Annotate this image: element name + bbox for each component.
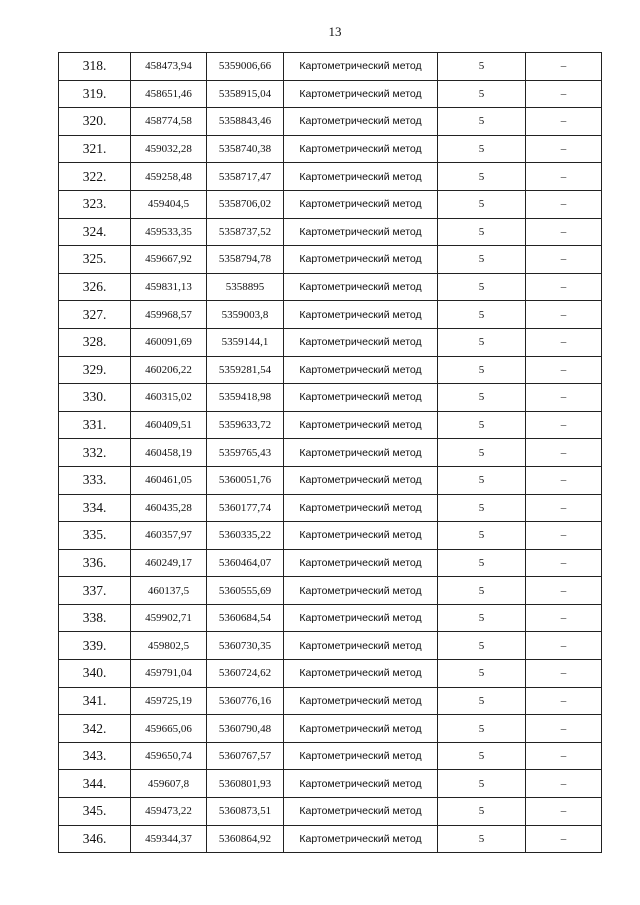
y-coordinate-cell: 5359765,43 — [207, 439, 284, 467]
table-row — [59, 301, 602, 329]
method-cell: Картометрический метод — [284, 301, 438, 329]
table-row — [59, 356, 602, 384]
y-coordinate-cell: 5359281,54 — [207, 356, 284, 384]
method-cell: Картометрический метод — [284, 218, 438, 246]
note-cell: – — [526, 715, 602, 743]
x-coordinate-cell: 459404,5 — [131, 190, 207, 218]
y-coordinate-cell: 5360177,74 — [207, 494, 284, 522]
note-cell: – — [526, 660, 602, 688]
point-number-cell: 346. — [59, 825, 131, 853]
accuracy-cell: 5 — [438, 742, 526, 770]
point-number-cell: 323. — [59, 190, 131, 218]
y-coordinate-cell: 5358717,47 — [207, 163, 284, 191]
y-coordinate-cell: 5360464,07 — [207, 549, 284, 577]
x-coordinate-cell: 459650,74 — [131, 742, 207, 770]
note-cell: – — [526, 218, 602, 246]
table-row — [59, 53, 602, 81]
x-coordinate-cell: 459533,35 — [131, 218, 207, 246]
point-number-cell: 326. — [59, 273, 131, 301]
table-row — [59, 466, 602, 494]
note-cell: – — [526, 163, 602, 191]
y-coordinate-cell: 5358740,38 — [207, 135, 284, 163]
method-cell: Картометрический метод — [284, 190, 438, 218]
y-coordinate-cell: 5359144,1 — [207, 328, 284, 356]
y-coordinate-cell: 5360776,16 — [207, 687, 284, 715]
method-cell: Картометрический метод — [284, 384, 438, 412]
x-coordinate-cell: 458651,46 — [131, 80, 207, 108]
point-number-cell: 325. — [59, 246, 131, 274]
x-coordinate-cell: 459791,04 — [131, 660, 207, 688]
point-number-cell: 318. — [59, 53, 131, 81]
note-cell: – — [526, 494, 602, 522]
table-row — [59, 218, 602, 246]
accuracy-cell: 5 — [438, 328, 526, 356]
method-cell: Картометрический метод — [284, 770, 438, 798]
note-cell: – — [526, 825, 602, 853]
method-cell: Картометрический метод — [284, 328, 438, 356]
method-cell: Картометрический метод — [284, 549, 438, 577]
note-cell: – — [526, 135, 602, 163]
note-cell: – — [526, 384, 602, 412]
y-coordinate-cell: 5359006,66 — [207, 53, 284, 81]
point-number-cell: 331. — [59, 411, 131, 439]
accuracy-cell: 5 — [438, 411, 526, 439]
table-row — [59, 577, 602, 605]
point-number-cell: 342. — [59, 715, 131, 743]
note-cell: – — [526, 273, 602, 301]
y-coordinate-cell: 5359418,98 — [207, 384, 284, 412]
table-row — [59, 825, 602, 853]
accuracy-cell: 5 — [438, 190, 526, 218]
accuracy-cell: 5 — [438, 108, 526, 136]
accuracy-cell: 5 — [438, 632, 526, 660]
x-coordinate-cell: 460435,28 — [131, 494, 207, 522]
note-cell: – — [526, 53, 602, 81]
y-coordinate-cell: 5359003,8 — [207, 301, 284, 329]
table-row — [59, 742, 602, 770]
method-cell: Картометрический метод — [284, 53, 438, 81]
method-cell: Картометрический метод — [284, 163, 438, 191]
x-coordinate-cell: 458473,94 — [131, 53, 207, 81]
x-coordinate-cell: 460249,17 — [131, 549, 207, 577]
x-coordinate-cell: 459607,8 — [131, 770, 207, 798]
accuracy-cell: 5 — [438, 246, 526, 274]
table-row — [59, 770, 602, 798]
y-coordinate-cell: 5358794,78 — [207, 246, 284, 274]
y-coordinate-cell: 5360801,93 — [207, 770, 284, 798]
table-row — [59, 328, 602, 356]
table-row — [59, 411, 602, 439]
point-number-cell: 320. — [59, 108, 131, 136]
page-number: 13 — [328, 24, 342, 39]
method-cell: Картометрический метод — [284, 411, 438, 439]
note-cell: – — [526, 80, 602, 108]
method-cell: Картометрический метод — [284, 660, 438, 688]
note-cell: – — [526, 632, 602, 660]
table-row — [59, 604, 602, 632]
accuracy-cell: 5 — [438, 273, 526, 301]
method-cell: Картометрический метод — [284, 687, 438, 715]
y-coordinate-cell: 5360555,69 — [207, 577, 284, 605]
note-cell: – — [526, 466, 602, 494]
method-cell: Картометрический метод — [284, 273, 438, 301]
table-row — [59, 549, 602, 577]
accuracy-cell: 5 — [438, 549, 526, 577]
accuracy-cell: 5 — [438, 825, 526, 853]
accuracy-cell: 5 — [438, 439, 526, 467]
note-cell: – — [526, 798, 602, 826]
y-coordinate-cell: 5358895 — [207, 273, 284, 301]
y-coordinate-cell: 5360767,57 — [207, 742, 284, 770]
method-cell: Картометрический метод — [284, 742, 438, 770]
point-number-cell: 327. — [59, 301, 131, 329]
point-number-cell: 334. — [59, 494, 131, 522]
coordinates-table-body — [59, 53, 602, 853]
y-coordinate-cell: 5358915,04 — [207, 80, 284, 108]
method-cell: Картометрический метод — [284, 356, 438, 384]
y-coordinate-cell: 5360724,62 — [207, 660, 284, 688]
accuracy-cell: 5 — [438, 687, 526, 715]
point-number-cell: 321. — [59, 135, 131, 163]
x-coordinate-cell: 459344,37 — [131, 825, 207, 853]
table-row — [59, 163, 602, 191]
note-cell: – — [526, 522, 602, 550]
point-number-cell: 335. — [59, 522, 131, 550]
accuracy-cell: 5 — [438, 604, 526, 632]
table-row — [59, 494, 602, 522]
table-row — [59, 108, 602, 136]
point-number-cell: 341. — [59, 687, 131, 715]
x-coordinate-cell: 459725,19 — [131, 687, 207, 715]
accuracy-cell: 5 — [438, 715, 526, 743]
note-cell: – — [526, 246, 602, 274]
note-cell: – — [526, 328, 602, 356]
note-cell: – — [526, 301, 602, 329]
note-cell: – — [526, 356, 602, 384]
x-coordinate-cell: 459665,06 — [131, 715, 207, 743]
accuracy-cell: 5 — [438, 522, 526, 550]
method-cell: Картометрический метод — [284, 80, 438, 108]
note-cell: – — [526, 577, 602, 605]
y-coordinate-cell: 5360335,22 — [207, 522, 284, 550]
table-row — [59, 632, 602, 660]
x-coordinate-cell: 459831,13 — [131, 273, 207, 301]
method-cell: Картометрический метод — [284, 439, 438, 467]
accuracy-cell: 5 — [438, 80, 526, 108]
note-cell: – — [526, 190, 602, 218]
y-coordinate-cell: 5360684,54 — [207, 604, 284, 632]
accuracy-cell: 5 — [438, 577, 526, 605]
table-row — [59, 135, 602, 163]
point-number-cell: 337. — [59, 577, 131, 605]
table-row — [59, 439, 602, 467]
accuracy-cell: 5 — [438, 798, 526, 826]
x-coordinate-cell: 460409,51 — [131, 411, 207, 439]
method-cell: Картометрический метод — [284, 135, 438, 163]
table-row — [59, 798, 602, 826]
note-cell: – — [526, 604, 602, 632]
y-coordinate-cell: 5360051,76 — [207, 466, 284, 494]
point-number-cell: 324. — [59, 218, 131, 246]
point-number-cell: 339. — [59, 632, 131, 660]
accuracy-cell: 5 — [438, 384, 526, 412]
table-row — [59, 384, 602, 412]
note-cell: – — [526, 687, 602, 715]
y-coordinate-cell: 5358706,02 — [207, 190, 284, 218]
method-cell: Картометрический метод — [284, 246, 438, 274]
method-cell: Картометрический метод — [284, 466, 438, 494]
point-number-cell: 328. — [59, 328, 131, 356]
x-coordinate-cell: 459802,5 — [131, 632, 207, 660]
table-row — [59, 660, 602, 688]
accuracy-cell: 5 — [438, 135, 526, 163]
method-cell: Картометрический метод — [284, 108, 438, 136]
accuracy-cell: 5 — [438, 660, 526, 688]
method-cell: Картометрический метод — [284, 825, 438, 853]
point-number-cell: 344. — [59, 770, 131, 798]
point-number-cell: 329. — [59, 356, 131, 384]
accuracy-cell: 5 — [438, 770, 526, 798]
point-number-cell: 338. — [59, 604, 131, 632]
method-cell: Картометрический метод — [284, 632, 438, 660]
table-row — [59, 246, 602, 274]
x-coordinate-cell: 459667,92 — [131, 246, 207, 274]
accuracy-cell: 5 — [438, 218, 526, 246]
table-row — [59, 687, 602, 715]
note-cell: – — [526, 108, 602, 136]
note-cell: – — [526, 770, 602, 798]
point-number-cell: 332. — [59, 439, 131, 467]
x-coordinate-cell: 460206,22 — [131, 356, 207, 384]
x-coordinate-cell: 459968,57 — [131, 301, 207, 329]
table-row — [59, 715, 602, 743]
y-coordinate-cell: 5360790,48 — [207, 715, 284, 743]
y-coordinate-cell: 5358737,52 — [207, 218, 284, 246]
accuracy-cell: 5 — [438, 163, 526, 191]
method-cell: Картометрический метод — [284, 494, 438, 522]
accuracy-cell: 5 — [438, 494, 526, 522]
y-coordinate-cell: 5360864,92 — [207, 825, 284, 853]
method-cell: Картометрический метод — [284, 604, 438, 632]
x-coordinate-cell: 460137,5 — [131, 577, 207, 605]
point-number-cell: 340. — [59, 660, 131, 688]
y-coordinate-cell: 5360873,51 — [207, 798, 284, 826]
x-coordinate-cell: 460357,97 — [131, 522, 207, 550]
accuracy-cell: 5 — [438, 301, 526, 329]
x-coordinate-cell: 460091,69 — [131, 328, 207, 356]
table-row — [59, 522, 602, 550]
method-cell: Картометрический метод — [284, 522, 438, 550]
coordinates-table — [58, 52, 602, 853]
point-number-cell: 319. — [59, 80, 131, 108]
point-number-cell: 333. — [59, 466, 131, 494]
y-coordinate-cell: 5358843,46 — [207, 108, 284, 136]
table-row — [59, 190, 602, 218]
y-coordinate-cell: 5360730,35 — [207, 632, 284, 660]
y-coordinate-cell: 5359633,72 — [207, 411, 284, 439]
x-coordinate-cell: 459473,22 — [131, 798, 207, 826]
point-number-cell: 330. — [59, 384, 131, 412]
table-row — [59, 80, 602, 108]
x-coordinate-cell: 459032,28 — [131, 135, 207, 163]
point-number-cell: 345. — [59, 798, 131, 826]
accuracy-cell: 5 — [438, 466, 526, 494]
x-coordinate-cell: 458774,58 — [131, 108, 207, 136]
note-cell: – — [526, 439, 602, 467]
point-number-cell: 336. — [59, 549, 131, 577]
x-coordinate-cell: 459902,71 — [131, 604, 207, 632]
x-coordinate-cell: 460458,19 — [131, 439, 207, 467]
method-cell: Картометрический метод — [284, 798, 438, 826]
x-coordinate-cell: 459258,48 — [131, 163, 207, 191]
note-cell: – — [526, 411, 602, 439]
table-row — [59, 273, 602, 301]
point-number-cell: 322. — [59, 163, 131, 191]
accuracy-cell: 5 — [438, 53, 526, 81]
note-cell: – — [526, 549, 602, 577]
accuracy-cell: 5 — [438, 356, 526, 384]
note-cell: – — [526, 742, 602, 770]
method-cell: Картометрический метод — [284, 577, 438, 605]
x-coordinate-cell: 460315,02 — [131, 384, 207, 412]
x-coordinate-cell: 460461,05 — [131, 466, 207, 494]
point-number-cell: 343. — [59, 742, 131, 770]
method-cell: Картометрический метод — [284, 715, 438, 743]
